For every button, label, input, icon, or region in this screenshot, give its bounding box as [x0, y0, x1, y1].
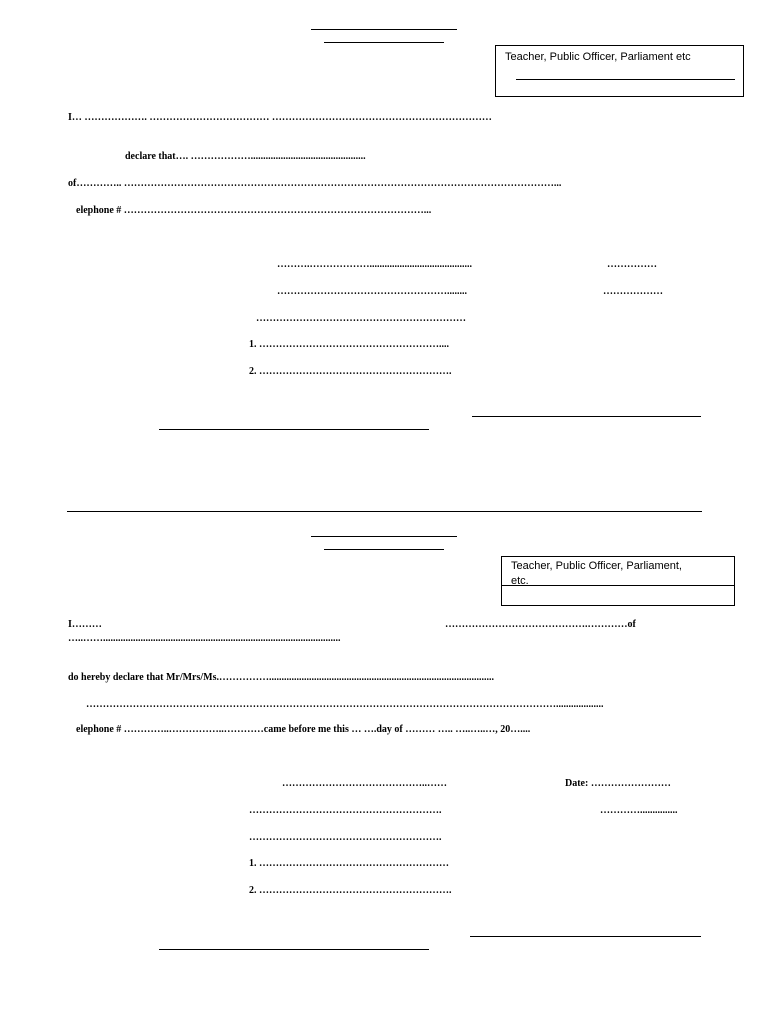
bottom-dots-row3[interactable]: …………………………………………………. [249, 832, 442, 843]
bottom-title-line-2 [324, 549, 444, 550]
bottom-witness-2[interactable]: 2. …………………………………………………. [249, 885, 452, 896]
top-signature-line-right[interactable] [472, 416, 701, 417]
top-dots-row2-left[interactable]: ……………………………………………........ [277, 286, 467, 297]
top-line-i[interactable]: I… ………………. ……………………………… ………………………………………………………… [68, 112, 492, 123]
top-title-line-1 [311, 29, 457, 30]
top-line-declare[interactable]: declare that…. ……………….............................................. [125, 151, 366, 162]
top-dots-row1-right[interactable]: …………… [607, 259, 657, 270]
bottom-dots-row1-left[interactable]: ……………………………………..…… [282, 778, 447, 789]
bottom-category-label-2: etc. [511, 575, 529, 587]
top-line-of[interactable]: of………….. …………………………………………………………………………………………………………………... [68, 178, 562, 189]
bottom-line-i-right[interactable]: …………………………………….…………of [445, 619, 636, 630]
bottom-line-telephone[interactable]: elephone # …………..……………..…………came before me this … ….day of ……… ….. …..…..…, 20….... [76, 724, 531, 735]
top-title-line-2 [324, 42, 444, 43]
bottom-category-field[interactable] [501, 585, 735, 586]
bottom-signature-line-left[interactable] [159, 949, 429, 950]
top-category-field[interactable] [516, 79, 735, 80]
top-category-label: Teacher, Public Officer, Parliament etc [505, 51, 691, 63]
top-witness-1[interactable]: 1. ……………………………………………….... [249, 339, 449, 350]
top-dots-row2-right[interactable]: ……………… [603, 286, 663, 297]
bottom-line-i[interactable]: I……… [68, 619, 102, 630]
bottom-dots-row2-left[interactable]: …………………………………………………. [249, 805, 442, 816]
bottom-category-label-1: Teacher, Public Officer, Parliament, [511, 560, 682, 572]
top-signature-line-left[interactable] [159, 429, 429, 430]
top-line-telephone[interactable]: elephone # ………………………………………………………………………………... [76, 205, 432, 216]
top-dots-row3[interactable]: ……………………………………………………… [256, 313, 466, 324]
top-witness-2[interactable]: 2. …………………………………………………. [249, 366, 452, 377]
bottom-line-declare[interactable]: do hereby declare that Mr/Mrs/Ms.…………….......................................................................................... [68, 672, 494, 683]
bottom-date-label[interactable]: Date: …………………… [565, 778, 671, 789]
section-divider [67, 511, 702, 512]
bottom-title-line-1 [311, 536, 457, 537]
bottom-witness-1[interactable]: 1. ………………………………………………… [249, 858, 449, 869]
bottom-signature-line-right[interactable] [470, 936, 701, 937]
bottom-dots-row2-right[interactable]: …………............... [600, 805, 678, 816]
bottom-line-i-cont[interactable]: …..……............................................................................................... [68, 633, 341, 644]
bottom-line-dots[interactable]: ……………………………………………………………………………………………………………………………................... [86, 699, 604, 710]
top-dots-row1-left[interactable]: ……….………………......................................... [277, 259, 472, 270]
